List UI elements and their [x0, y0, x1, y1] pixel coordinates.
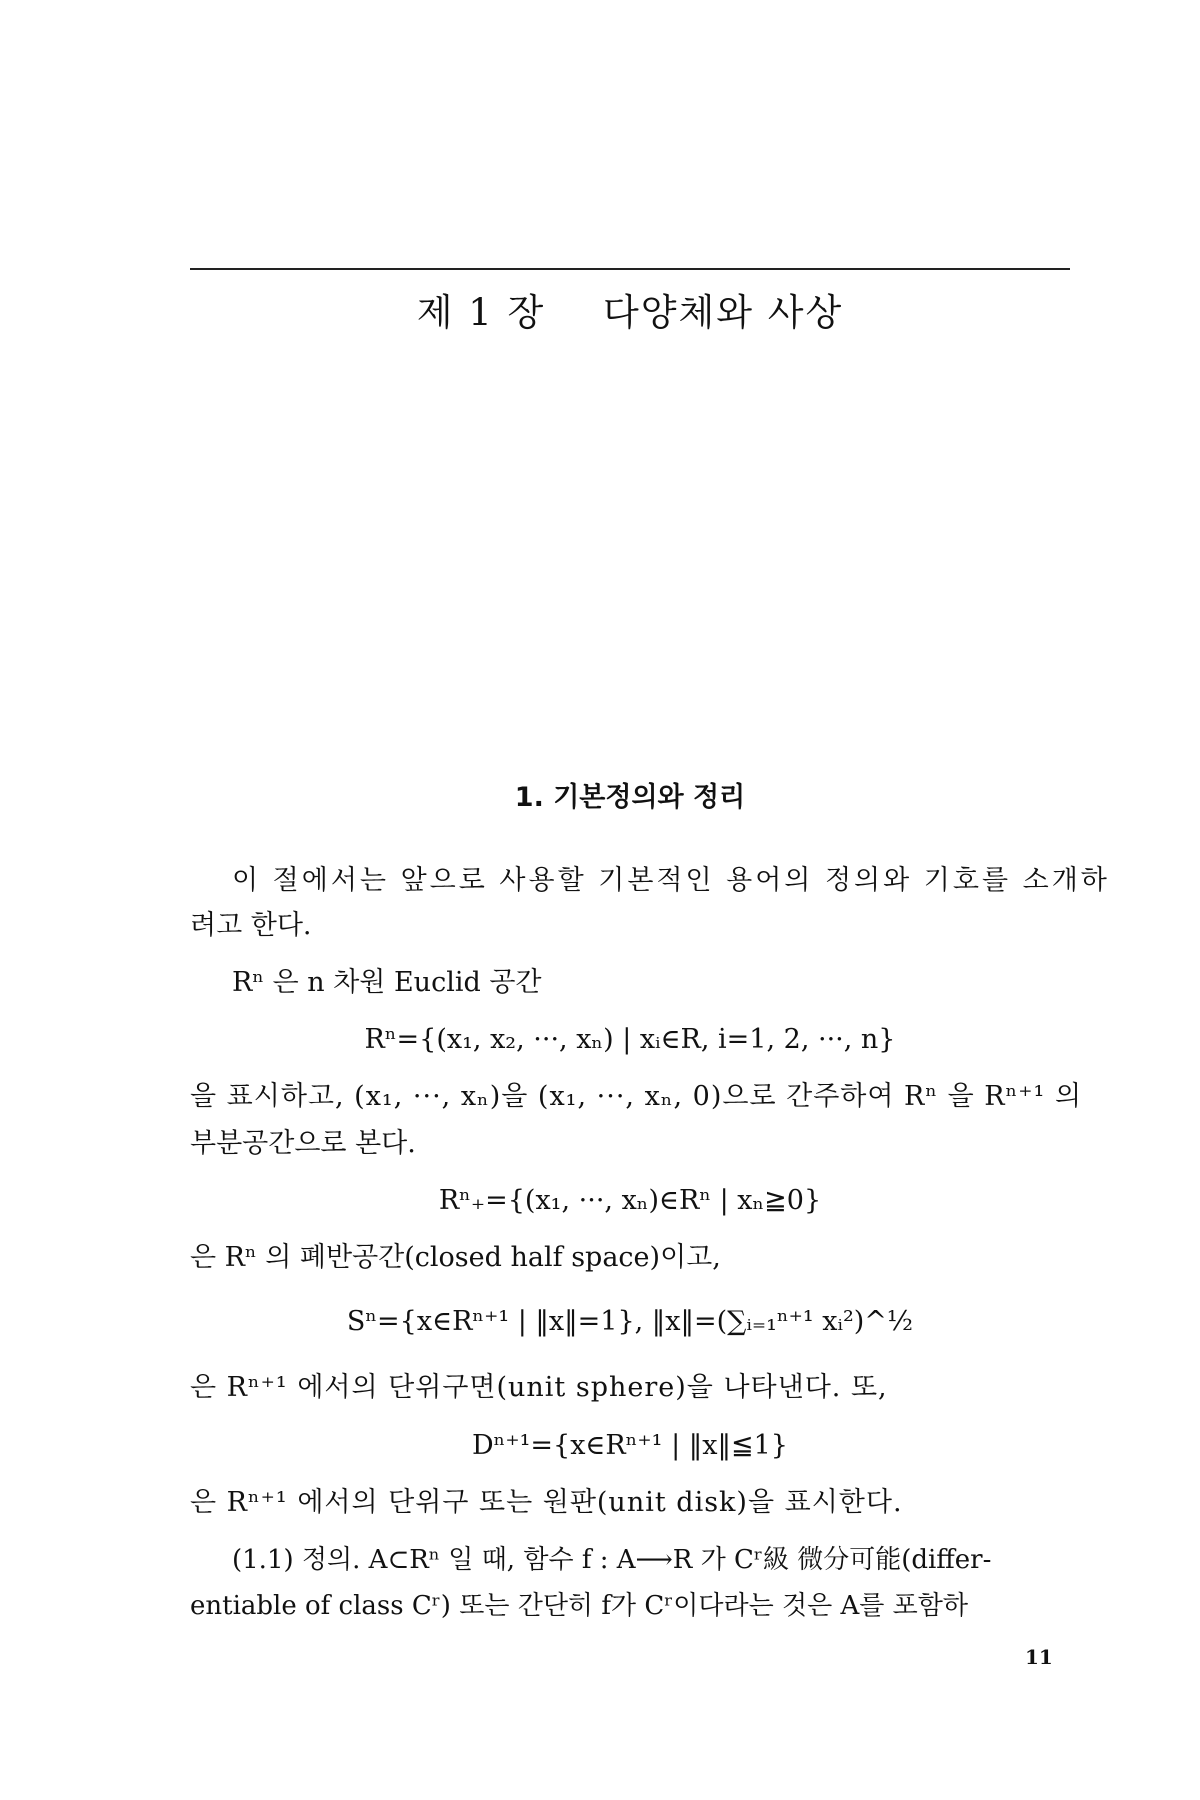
section-heading: 1. 기본정의와 정리 — [514, 782, 746, 813]
paragraph-line: Rⁿ 은 n 차원 Euclid 공간 — [232, 967, 542, 998]
paragraph-line: 은 Rⁿ⁺¹ 에서의 단위구면(unit sphere)을 나타낸다. 또, — [190, 1372, 888, 1403]
chapter-title: 다양체와 사상 — [603, 291, 844, 334]
definition-line: entiable of class Cʳ) 또는 간단히 f가 Cʳ이다라는 것은 A를 포함하 — [190, 1591, 968, 1621]
formula-euclidean-space: Rⁿ={(x₁, x₂, ···, xₙ) | xᵢ∈R, i=1, 2, ···, n} — [364, 1024, 896, 1055]
chapter-heading — [190, 282, 1070, 336]
paragraph-line: 부분공간으로 본다. — [190, 1128, 416, 1159]
chapter-rule — [190, 268, 1070, 270]
paragraph-line: 은 Rⁿ 의 폐반공간(closed half space)이고, — [190, 1242, 721, 1273]
formula-half-space: Rⁿ₊={(x₁, ···, xₙ)∈Rⁿ | xₙ≧0} — [438, 1185, 822, 1216]
chapter-number: 제 1 장 — [416, 291, 546, 334]
formula-unit-disk: Dⁿ⁺¹={x∈Rⁿ⁺¹ | ‖x‖≦1} — [472, 1430, 788, 1461]
paragraph-line: 은 Rⁿ⁺¹ 에서의 단위구 또는 원판(unit disk)을 표시한다. — [190, 1487, 903, 1518]
paragraph-line: 이 절에서는 앞으로 사용할 기본적인 용어의 정의와 기호를 소개하 — [232, 865, 1110, 896]
page-number: 11 — [1025, 1645, 1053, 1669]
definition-line: (1.1) 정의. A⊂Rⁿ 일 때, 함수 f : A⟶R 가 Cʳ級 微分可能(differ- — [232, 1545, 992, 1575]
formula-unit-sphere: Sⁿ={x∈Rⁿ⁺¹ | ‖x‖=1}, ‖x‖=(∑ᵢ₌₁ⁿ⁺¹ xᵢ²)^½ — [346, 1306, 914, 1337]
paragraph-line: 을 표시하고, (x₁, ···, xₙ)을 (x₁, ···, xₙ, 0)으로 간주하여 Rⁿ 을 Rⁿ⁺¹ 의 — [190, 1081, 1083, 1112]
paragraph-line: 려고 한다. — [190, 910, 312, 941]
